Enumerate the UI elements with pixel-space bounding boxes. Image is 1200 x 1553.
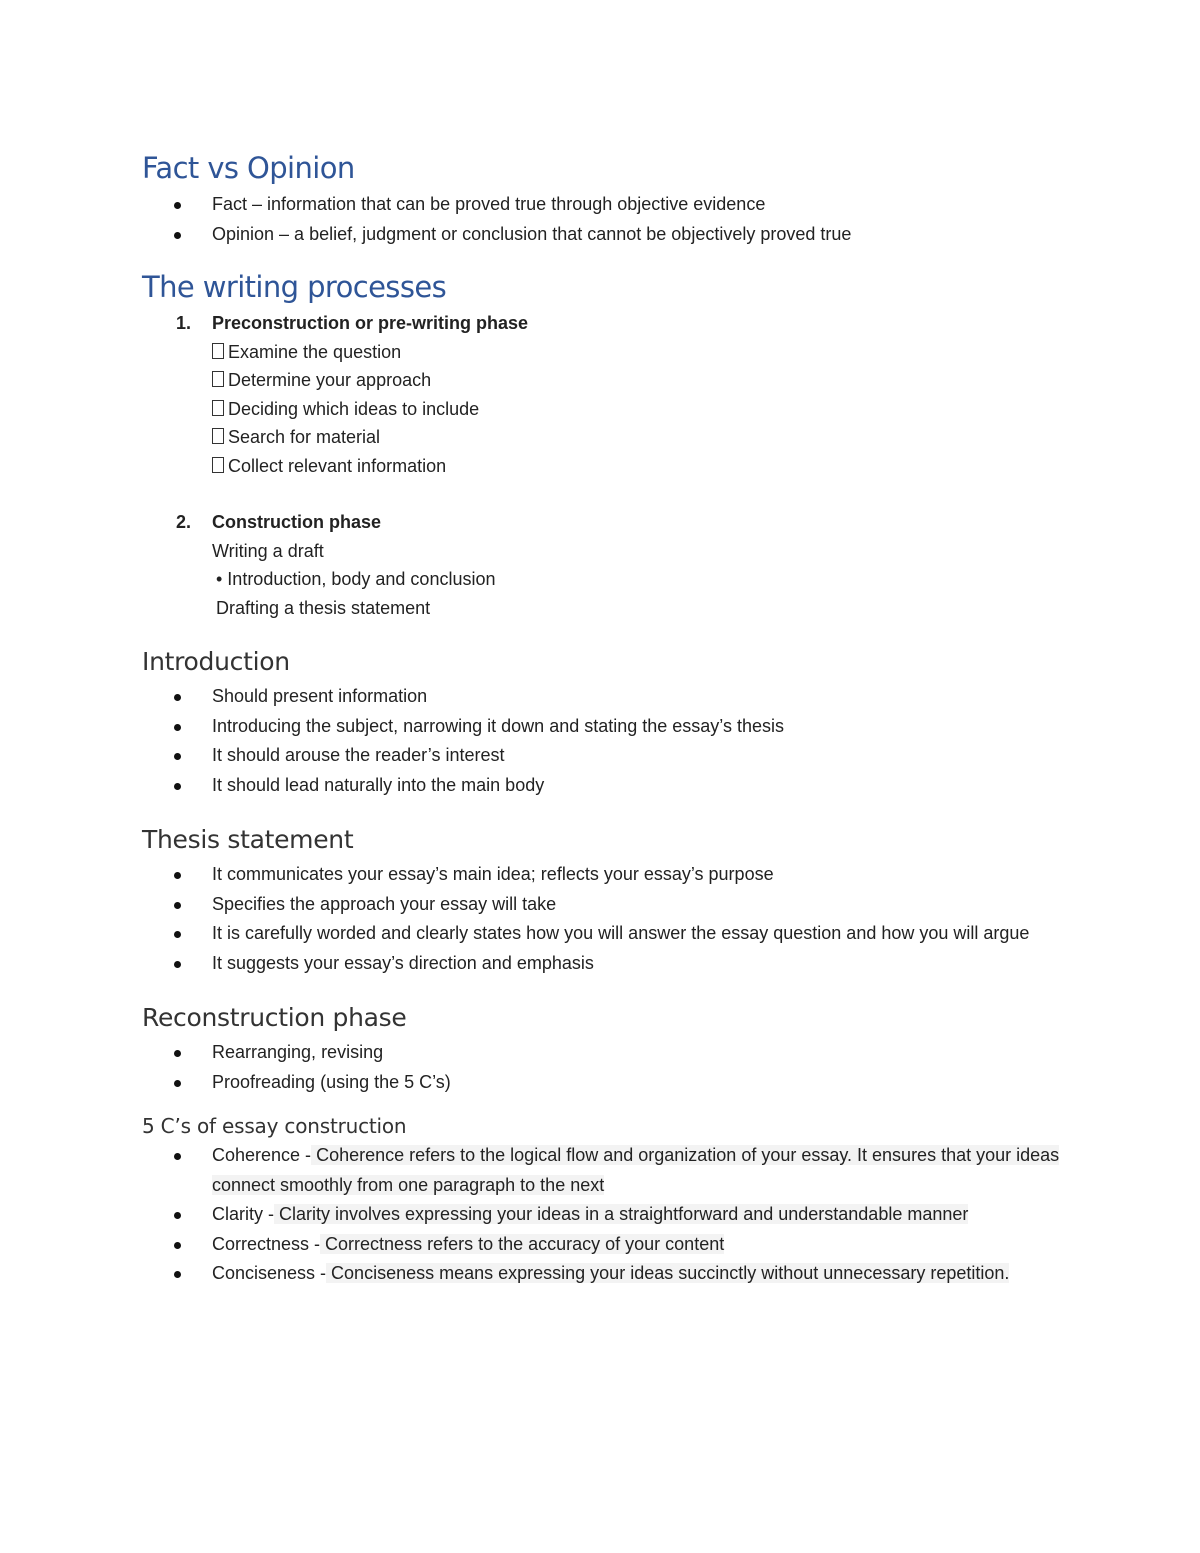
list-item: Fact – information that can be proved true through objective evidence [142, 190, 1072, 220]
heading-writing-processes: The writing processes [142, 270, 447, 304]
heading-fact-vs-opinion: Fact vs Opinion [142, 151, 355, 185]
step-number: 2. [176, 512, 192, 532]
step-subitem: Search for material [212, 423, 1072, 452]
list-item: It should lead naturally into the main body [142, 771, 1072, 801]
list-item: Should present information [142, 682, 1072, 712]
bullet-dot-icon [174, 1271, 181, 1278]
missing-glyph-box-icon [212, 371, 224, 387]
heading-introduction: Introduction [142, 647, 290, 676]
bullet-dot-icon [174, 1212, 181, 1219]
step-subitem: Collect relevant information [212, 452, 1072, 481]
step-number: 1. [176, 313, 192, 333]
definition-text: Conciseness means expressing your ideas succinctly without unnecessary repetition. [326, 1263, 1010, 1283]
bullet-dot-icon [174, 694, 181, 701]
step-item [142, 309, 1072, 480]
list-item: It is carefully worded and clearly states how you will answer the essay question and how you will argue [142, 919, 1072, 949]
step-line: Writing a draft [212, 540, 324, 561]
step-label: Construction phase [212, 512, 382, 532]
missing-glyph-box-icon [212, 343, 224, 359]
step-subitem: Examine the question [212, 338, 1072, 367]
list-item [142, 1141, 1072, 1200]
heading-thesis-statement: Thesis statement [142, 825, 354, 854]
bullet-dot-icon [174, 872, 181, 879]
list-item: Specifies the approach your essay will take [142, 890, 1072, 920]
reconstruction-list [142, 1038, 1072, 1097]
thesis-list [142, 860, 1072, 978]
bullet-dot-icon [174, 1242, 181, 1249]
list-item: It communicates your essay’s main idea; reflects your essay’s purpose [142, 860, 1072, 890]
bullet-dot-icon [174, 1080, 181, 1087]
introduction-list [142, 682, 1072, 800]
list-item: It suggests your essay’s direction and emphasis [142, 949, 1072, 979]
list-item [142, 1259, 1072, 1289]
bullet-dot-icon [174, 202, 181, 209]
bullet-dot-icon [174, 232, 181, 239]
bullet-dot-icon [174, 753, 181, 760]
heading-reconstruction-phase: Reconstruction phase [142, 1003, 407, 1032]
bullet-dot-icon [174, 724, 181, 731]
missing-glyph-box-icon [212, 457, 224, 473]
bullet-dot-icon [174, 961, 181, 968]
step-line: Drafting a thesis statement [216, 597, 431, 618]
list-item: Proofreading (using the 5 C’s) [142, 1068, 1072, 1098]
list-item: It should arouse the reader’s interest [142, 741, 1072, 771]
step-bullet-line: • Introduction, body and conclusion [216, 569, 496, 589]
document-page [142, 148, 1072, 1289]
step-item [142, 508, 1072, 622]
term-coherence: Coherence - [212, 1145, 312, 1165]
list-item: Introducing the subject, narrowing it down and stating the essay’s thesis [142, 712, 1072, 742]
heading-five-cs: 5 C’s of essay construction [142, 1114, 407, 1138]
definition-text: Coherence refers to the logical flow and organization of your essay. It ensures that your ideas connect smoothly from one paragraph to the next [212, 1145, 1060, 1195]
missing-glyph-box-icon [212, 400, 224, 416]
list-item [142, 1230, 1072, 1260]
bullet-dot-icon [174, 1050, 181, 1057]
term-clarity: Clarity - [212, 1204, 274, 1224]
bullet-dot-icon [174, 902, 181, 909]
missing-glyph-box-icon [212, 428, 224, 444]
step-subitem: Deciding which ideas to include [212, 395, 1072, 424]
five-cs-list [142, 1141, 1072, 1289]
bullet-dot-icon [174, 783, 181, 790]
list-item: Rearranging, revising [142, 1038, 1072, 1068]
bullet-dot-icon [174, 931, 181, 938]
step-subitem: Determine your approach [212, 366, 1072, 395]
fact-opinion-list [142, 190, 1072, 249]
definition-text: Clarity involves expressing your ideas in a straightforward and understandable manner [274, 1204, 969, 1224]
term-correctness: Correctness - [212, 1233, 321, 1254]
bullet-dot-icon [174, 1153, 181, 1160]
list-item: Opinion – a belief, judgment or conclusion that cannot be objectively proved true [142, 220, 1072, 250]
definition-text: Correctness refers to the accuracy of your content [320, 1233, 725, 1254]
writing-steps-list [142, 309, 1072, 622]
step-label: Preconstruction or pre-writing phase [212, 313, 529, 333]
term-conciseness: Conciseness - [212, 1263, 327, 1283]
list-item [142, 1200, 1072, 1230]
